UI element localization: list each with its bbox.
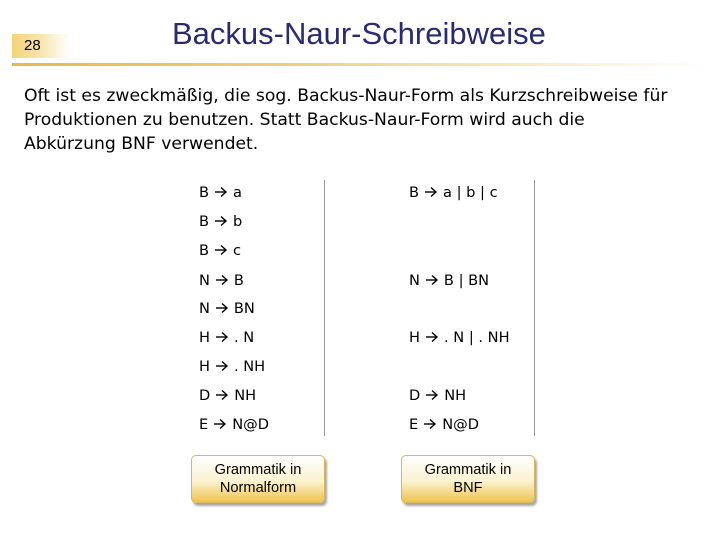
rule-lhs: H [199, 329, 210, 346]
rule-rhs: BN [233, 300, 255, 317]
right-arrow-icon [425, 389, 439, 401]
rule-lhs: N [409, 272, 420, 289]
rule-rhs: . N [233, 329, 255, 346]
intro-line: Oft ist es zweckmäßig, die sog. Backus-Naur-Form als Kurzschreibweise für [24, 86, 668, 106]
rule-lhs: E [409, 416, 419, 433]
note-line: BNF [453, 480, 483, 496]
rule-rhs: a [233, 184, 242, 201]
right-arrow-icon [425, 331, 439, 343]
rule-rhs: N@D [442, 416, 479, 433]
right-arrow-icon [423, 418, 437, 430]
rule-rhs: a | b | c [443, 184, 498, 201]
intro-line: Abkürzung BNF verwendet. [24, 134, 259, 154]
rule-rhs: . N | . NH [443, 329, 510, 346]
production-rule [199, 300, 255, 317]
right-arrow-icon [215, 274, 229, 286]
right-arrow-icon [214, 215, 228, 227]
right-arrow-icon [214, 186, 228, 198]
rule-rhs: NH [234, 387, 257, 404]
rule-lhs: D [409, 387, 421, 404]
rule-rhs: B | BN [443, 272, 490, 289]
bnf-column [401, 180, 535, 436]
intro-paragraph [24, 84, 704, 156]
rule-lhs: B [409, 184, 420, 201]
production-rule [409, 416, 479, 433]
note-line: Normalform [219, 480, 297, 496]
rule-rhs: b [233, 213, 243, 230]
rule-lhs: H [409, 329, 420, 346]
rule-lhs: N [199, 272, 210, 289]
production-rule [409, 272, 489, 289]
right-arrow-icon [425, 274, 439, 286]
bnf-note [401, 455, 535, 503]
rule-rhs: B [233, 272, 244, 289]
intro-line: Produktionen zu benutzen. Statt Backus-Naur-Form wird auch die [24, 110, 585, 130]
rule-rhs: N@D [232, 416, 269, 433]
note-line: Grammatik in [424, 462, 512, 478]
rule-lhs: B [199, 242, 210, 259]
rule-lhs: B [199, 213, 210, 230]
rule-lhs: N [199, 300, 210, 317]
production-rule [199, 272, 244, 289]
production-rule [199, 387, 256, 404]
right-arrow-icon [215, 389, 229, 401]
production-rule [199, 184, 242, 201]
normal-form-column [191, 180, 325, 436]
right-arrow-icon [215, 331, 229, 343]
rule-lhs: D [199, 387, 211, 404]
production-rule [199, 213, 242, 230]
page-number: 28 [12, 34, 70, 58]
title-divider [12, 63, 708, 66]
production-rule [199, 329, 254, 346]
production-rule [199, 242, 241, 259]
right-arrow-icon [214, 244, 228, 256]
production-rule [409, 329, 510, 346]
normal-form-note [191, 455, 325, 503]
rule-lhs: B [199, 184, 210, 201]
rule-lhs: H [199, 358, 210, 375]
rule-lhs: E [199, 416, 209, 433]
production-rule [409, 184, 498, 201]
right-arrow-icon [215, 360, 229, 372]
production-rule [199, 358, 265, 375]
right-arrow-icon [215, 302, 229, 314]
note-line: Grammatik in [214, 462, 302, 478]
rule-rhs: c [233, 242, 242, 259]
production-rule [409, 387, 466, 404]
rule-rhs: . NH [233, 358, 266, 375]
right-arrow-icon [424, 186, 438, 198]
rule-rhs: NH [444, 387, 467, 404]
right-arrow-icon [213, 418, 227, 430]
slide-title: Backus-Naur-Schreibweise [172, 16, 546, 51]
production-rule [199, 416, 269, 433]
